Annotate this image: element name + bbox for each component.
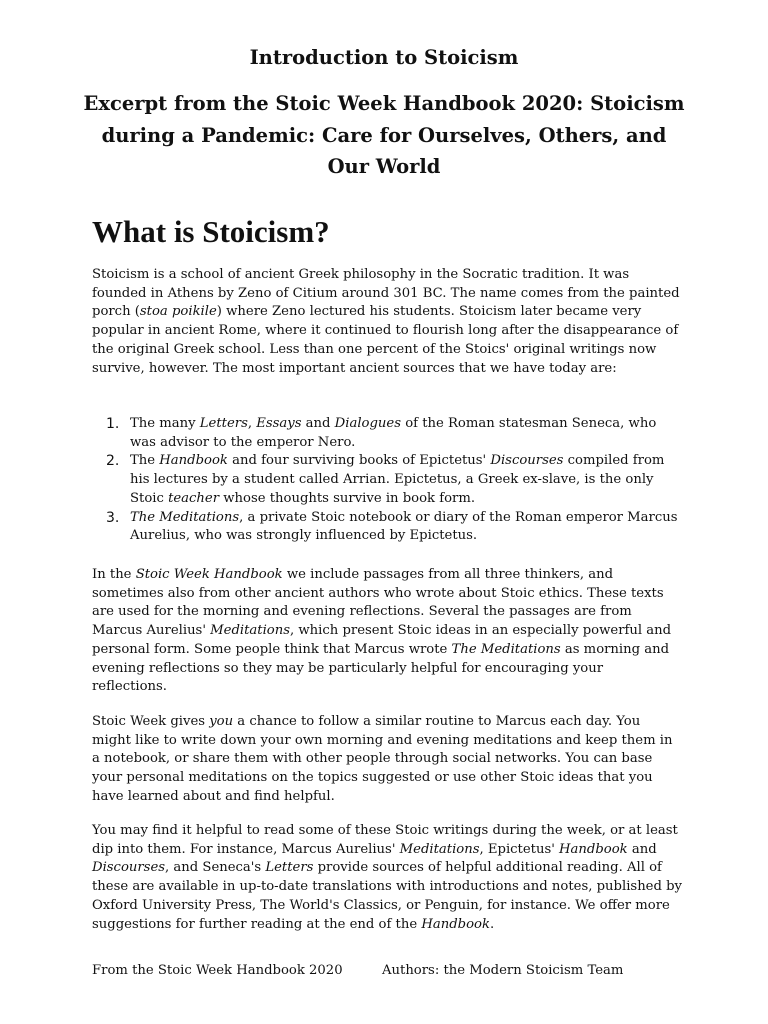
list-item: [92, 452, 682, 508]
text-run-italic: Discourses: [490, 453, 564, 469]
subtitle-line: during a Pandemic: Care for Ourselves, Others, and: [101, 123, 667, 147]
text-run-italic: Letters: [199, 416, 248, 431]
text-run: compiled from his lectures by a student called Arrian. Epictetus, a Greek ex-slave, is the only Stoic: [130, 453, 665, 506]
text-run-italic: teacher: [168, 490, 220, 506]
text-run: a chance to follow a similar routine to Marcus each day. You might like to write down your own morning and evening meditations and keep them in a notebook, or share them with other people through social networks. You can base your personal meditations on the topics suggested or use other Stoic ideas that you have learned about and find helpful.: [92, 714, 673, 804]
text-run: You may find it helpful to read some of these Stoic writings during the week, or at least dip into them. For instance, Marcus Aurelius': [92, 823, 678, 857]
sources-list: [92, 415, 682, 546]
text-run-italic: The Meditations: [130, 509, 240, 525]
text-run-italic: Dialogues: [334, 416, 401, 431]
text-run: and: [301, 416, 335, 431]
document-subtitle: [70, 88, 698, 183]
list-number: 2.: [106, 453, 120, 470]
paragraph-stoic-week: [92, 713, 682, 807]
subtitle-line: Excerpt from the Stoic Week Handbook 2020: Stoicism: [83, 92, 685, 115]
text-run: of the Roman statesman Seneca, who was advisor to the emperor Nero.: [130, 416, 657, 450]
list-number: 3.: [106, 509, 120, 526]
text-run-italic: stoa poikile: [139, 304, 217, 320]
text-run-italic: Handbook: [559, 841, 628, 857]
text-run: , a private Stoic notebook or diary of the Roman emperor Marcus Aurelius, who was strongly influenced by Epictetus.: [130, 509, 678, 544]
text-run-italic: Stoic Week Handbook: [135, 567, 283, 582]
list-number: 1.: [106, 416, 120, 432]
text-run-italic: Discourses: [92, 860, 166, 876]
text-run-italic: Essays: [256, 416, 302, 431]
section-heading: What is Stoicism?: [92, 214, 330, 249]
text-run: Stoicism is a school of ancient Greek philosophy in the Socratic tradition. It was founded in Athens by Zeno of Citium around 301 BC. The name comes from the painted porch (: [92, 267, 680, 320]
text-run: ,: [247, 416, 257, 431]
text-run: , and Seneca's: [165, 860, 266, 876]
text-run-italic: The Meditations: [451, 641, 561, 657]
page-footer: [92, 962, 692, 980]
text-run: and four surviving books of Epictetus': [227, 453, 491, 469]
document-title: Introduction to Stoicism: [249, 46, 519, 69]
footer-source: From the Stoic Week Handbook 2020: [92, 963, 343, 978]
list-item: [92, 509, 682, 546]
text-run: provide sources of helpful additional reading. All of these are available in up-to-date translations with introductions and notes, published by Oxford University Press, The World's Classics, or Penguin, for instance. We offer more suggestions for further reading at the end of the: [92, 860, 683, 932]
text-run: ) where Zeno lectured his students. Stoicism later became very popular in ancient Rome, where it continued to flourish long after the disappearance of the original Greek school. Less than one percent of the Stoics' original writings now survive, however. The most important ancient sources that we have today are:: [92, 304, 679, 376]
text-run: , Epictetus': [479, 841, 560, 857]
text-run: .: [489, 916, 495, 932]
text-run: Stoic Week gives: [92, 714, 210, 729]
subtitle-line: Our World: [327, 155, 441, 178]
text-run: we include passages from all three thinkers, and sometimes also from other ancient authors who wrote about Stoic ethics. These texts are used for the morning and evening reflections. Several the passages are from Marcus Aurelius': [92, 567, 664, 639]
text-run-italic: you: [209, 714, 234, 729]
list-item: [92, 415, 682, 452]
text-run: and: [627, 841, 657, 857]
paragraph-handbook: [92, 566, 682, 697]
paragraph-intro: [92, 266, 682, 378]
text-run-italic: Letters: [265, 860, 314, 876]
paragraph-reading: [92, 822, 682, 934]
text-run: as morning and evening reflections so they may be particularly helpful for encouraging your reflections.: [92, 641, 670, 695]
text-run-italic: Handbook: [421, 916, 490, 932]
text-run: , which present Stoic ideas in an especially powerful and personal form. Some people think that Marcus wrote: [92, 623, 672, 657]
text-run: The many: [130, 416, 200, 431]
text-run-italic: Handbook: [159, 453, 228, 469]
footer-authors: Authors: the Modern Stoicism Team: [382, 963, 624, 978]
text-run: whose thoughts survive in book form.: [219, 490, 476, 506]
text-run-italic: Meditations: [399, 841, 480, 857]
text-run: In the: [92, 567, 136, 582]
text-run-italic: Meditations: [210, 623, 291, 639]
text-run: The: [130, 453, 160, 469]
